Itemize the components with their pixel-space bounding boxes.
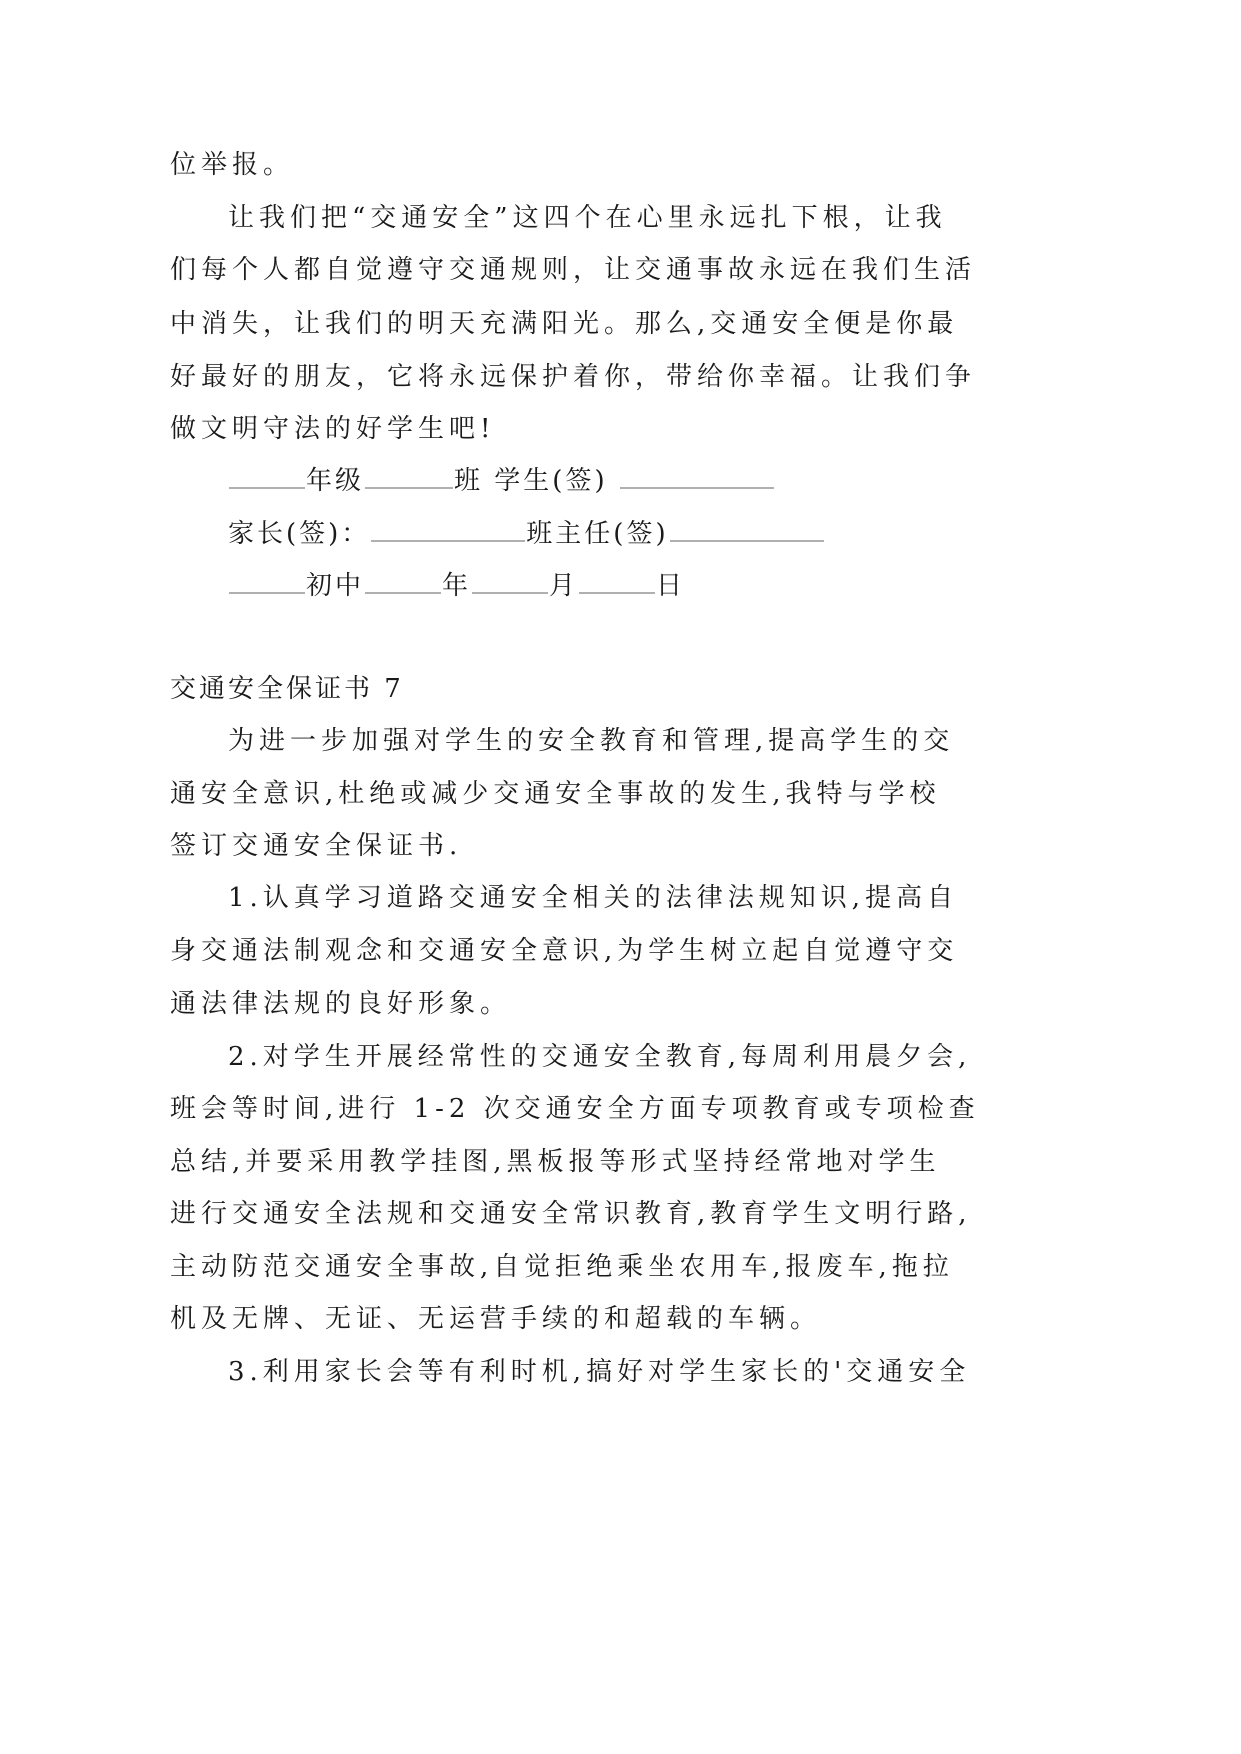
signature-row-date bbox=[228, 569, 685, 603]
closing-paragraph-line: 中消失，让我们的明天充满阳光。那么,交通安全便是你最 bbox=[170, 309, 959, 339]
intro-line: 为进一步加强对学生的安全教育和管理,提高学生的交 bbox=[228, 726, 955, 756]
year-blank[interactable] bbox=[365, 570, 441, 594]
parent-sign-label: 家长(签)： bbox=[228, 519, 371, 549]
month-blank[interactable] bbox=[472, 570, 548, 594]
closing-paragraph-line: 好最好的朋友，它将永远保护着你，带给你幸福。让我们争 bbox=[170, 362, 977, 392]
grade-label: 年级 bbox=[306, 466, 365, 496]
item2-line: 班会等时间,进行 1-2 次交通安全方面专项教育或专项检查 bbox=[170, 1094, 980, 1124]
section-title: 交通安全保证书 7 bbox=[170, 674, 404, 704]
continuation-text: 位举报。 bbox=[170, 150, 295, 180]
intro-line: 签订交通安全保证书. bbox=[170, 831, 463, 861]
student-sign-label: 学生(签) bbox=[494, 466, 608, 496]
item2-line: 2.对学生开展经常性的交通安全教育,每周利用晨夕会, bbox=[228, 1042, 972, 1072]
teacher-sign-label: 班主任(签) bbox=[526, 519, 669, 549]
item1-line: 身交通法制观念和交通安全意识,为学生树立起自觉遵守交 bbox=[170, 936, 959, 966]
item2-line: 总结,并要采用教学挂图,黑板报等形式坚持经常地对学生 bbox=[170, 1147, 941, 1177]
class-label: 班 bbox=[454, 466, 484, 496]
item3-line: 3.利用家长会等有利时机,搞好对学生家长的'交通安全 bbox=[228, 1357, 971, 1387]
day-label: 日 bbox=[656, 571, 686, 601]
student-sign-blank[interactable] bbox=[620, 465, 774, 489]
signature-row-parent-teacher bbox=[228, 517, 825, 551]
intro-line: 通安全意识,杜绝或减少交通安全事故的发生,我特与学校 bbox=[170, 779, 941, 809]
item1-line: 通法律法规的良好形象。 bbox=[170, 989, 512, 1019]
month-label: 月 bbox=[549, 571, 579, 601]
closing-paragraph-line: 让我们把“交通安全”这四个在心里永远扎下根，让我 bbox=[228, 203, 947, 233]
signature-row-student bbox=[228, 464, 775, 498]
parent-sign-blank[interactable] bbox=[371, 518, 525, 542]
item1-line: 1.认真学习道路交通安全相关的法律法规知识,提高自 bbox=[228, 883, 959, 913]
year-label: 年 bbox=[442, 571, 472, 601]
day-blank[interactable] bbox=[579, 570, 655, 594]
item2-line: 机及无牌、无证、无运营手续的和超载的车辆。 bbox=[170, 1304, 822, 1334]
teacher-sign-blank[interactable] bbox=[670, 518, 824, 542]
item2-line: 进行交通安全法规和交通安全常识教育,教育学生文明行路, bbox=[170, 1199, 972, 1229]
grade-blank[interactable] bbox=[229, 465, 305, 489]
class-blank[interactable] bbox=[365, 465, 453, 489]
item2-line: 主动防范交通安全事故,自觉拒绝乘坐农用车,报废车,拖拉 bbox=[170, 1252, 954, 1282]
school-blank[interactable] bbox=[229, 570, 305, 594]
closing-paragraph-line: 们每个人都自觉遵守交通规则，让交通事故永远在我们生活 bbox=[170, 255, 977, 285]
school-label: 初中 bbox=[306, 571, 365, 601]
closing-paragraph-line: 做文明守法的好学生吧! bbox=[170, 414, 496, 444]
